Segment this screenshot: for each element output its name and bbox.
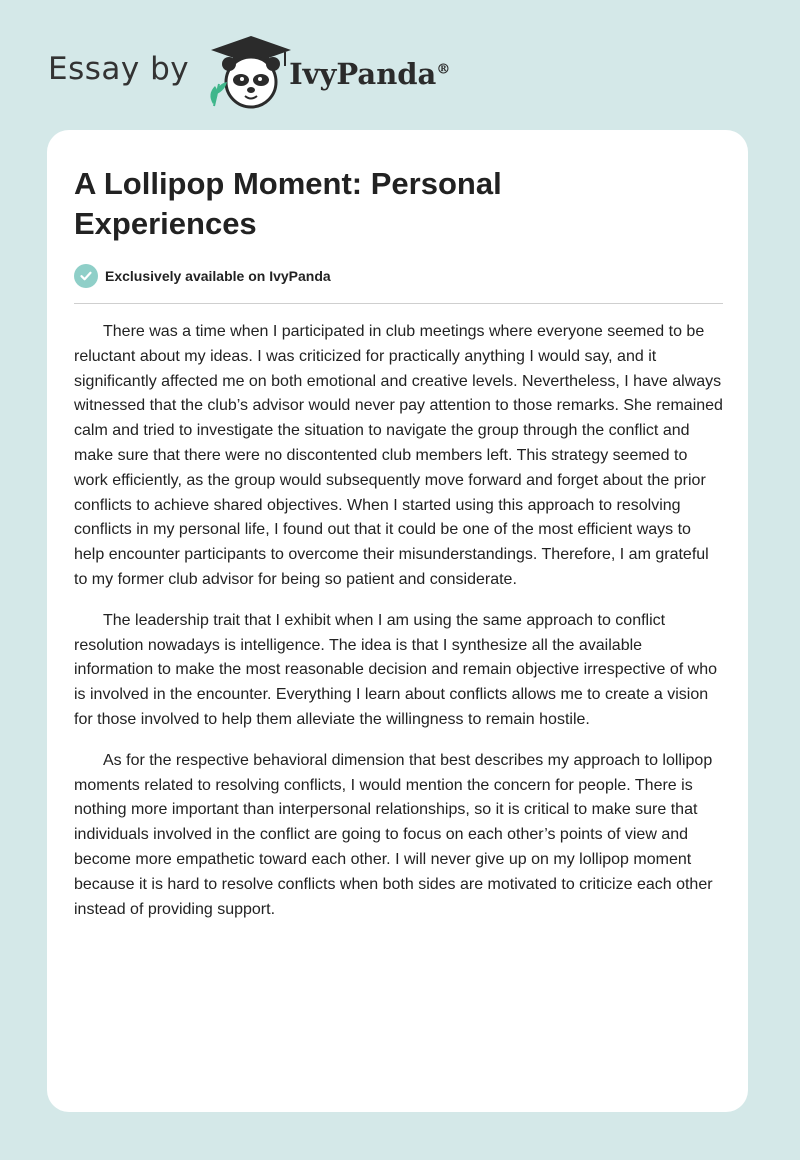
site-header (48, 34, 450, 110)
divider (74, 303, 723, 304)
essay-body (74, 320, 725, 938)
paragraph: The leadership trait that I exhibit when I am using the same approach to conflict resolution nowadays is intelligence. The idea is that I synthesize all the available information to make the most reasonable decision and remain objective irrespective of who is involved in the encounter. Everything I learn about conflicts allows me to create a vision for those involved to help them alleviate the willingness to remain hostile. (74, 611, 717, 728)
brand-name[interactable]: IvyPanda® (289, 57, 451, 91)
paragraph: There was a time when I participated in club meetings where everyone seemed to be reluctant about my ideas. I was criticized for practically anything I would say, and it significantly affected me on both emotional and creative levels. Nevertheless, I have always witnessed that the club’s advisor would never pay attention to those remarks. She remained calm and tried to investigate the situation to navigate the group through the conflict and make sure that there were no discontented club members left. This strategy seemed to work efficiently, as the group would subsequently move forward and forget about the prior conflicts to achieve shared objectives. When I started using this approach to resolving conflicts in my personal life, I found out that it could be one of the most efficient ways to help encounter participants to overcome their misunderstandings. Therefore, I am grateful to my former club advisor for being so patient and considerate. (74, 323, 723, 588)
badge-label: Exclusively available on IvyPanda (105, 268, 331, 284)
graduation-panda-icon[interactable] (205, 34, 297, 110)
check-circle-icon (74, 264, 98, 288)
exclusive-badge (74, 264, 331, 288)
paragraph: As for the respective behavioral dimension that best describes my approach to lollipop moments related to resolving conflicts, I would mention the concern for people. There is nothing more important than interpersonal relationships, so it is critical to make sure that individuals involved in the conflict are going to focus on each other’s points of view and become more empathetic toward each other. I will never give up on my lollipop moment because it is hard to resolve conflicts when both sides are motivated to criticize each other instead of providing support. (74, 751, 713, 918)
essay-card (47, 130, 748, 1112)
essay-by-label: Essay by (48, 51, 190, 87)
registered-mark: ® (436, 61, 451, 78)
page-title: A Lollipop Moment: Personal Experiences (74, 166, 502, 241)
